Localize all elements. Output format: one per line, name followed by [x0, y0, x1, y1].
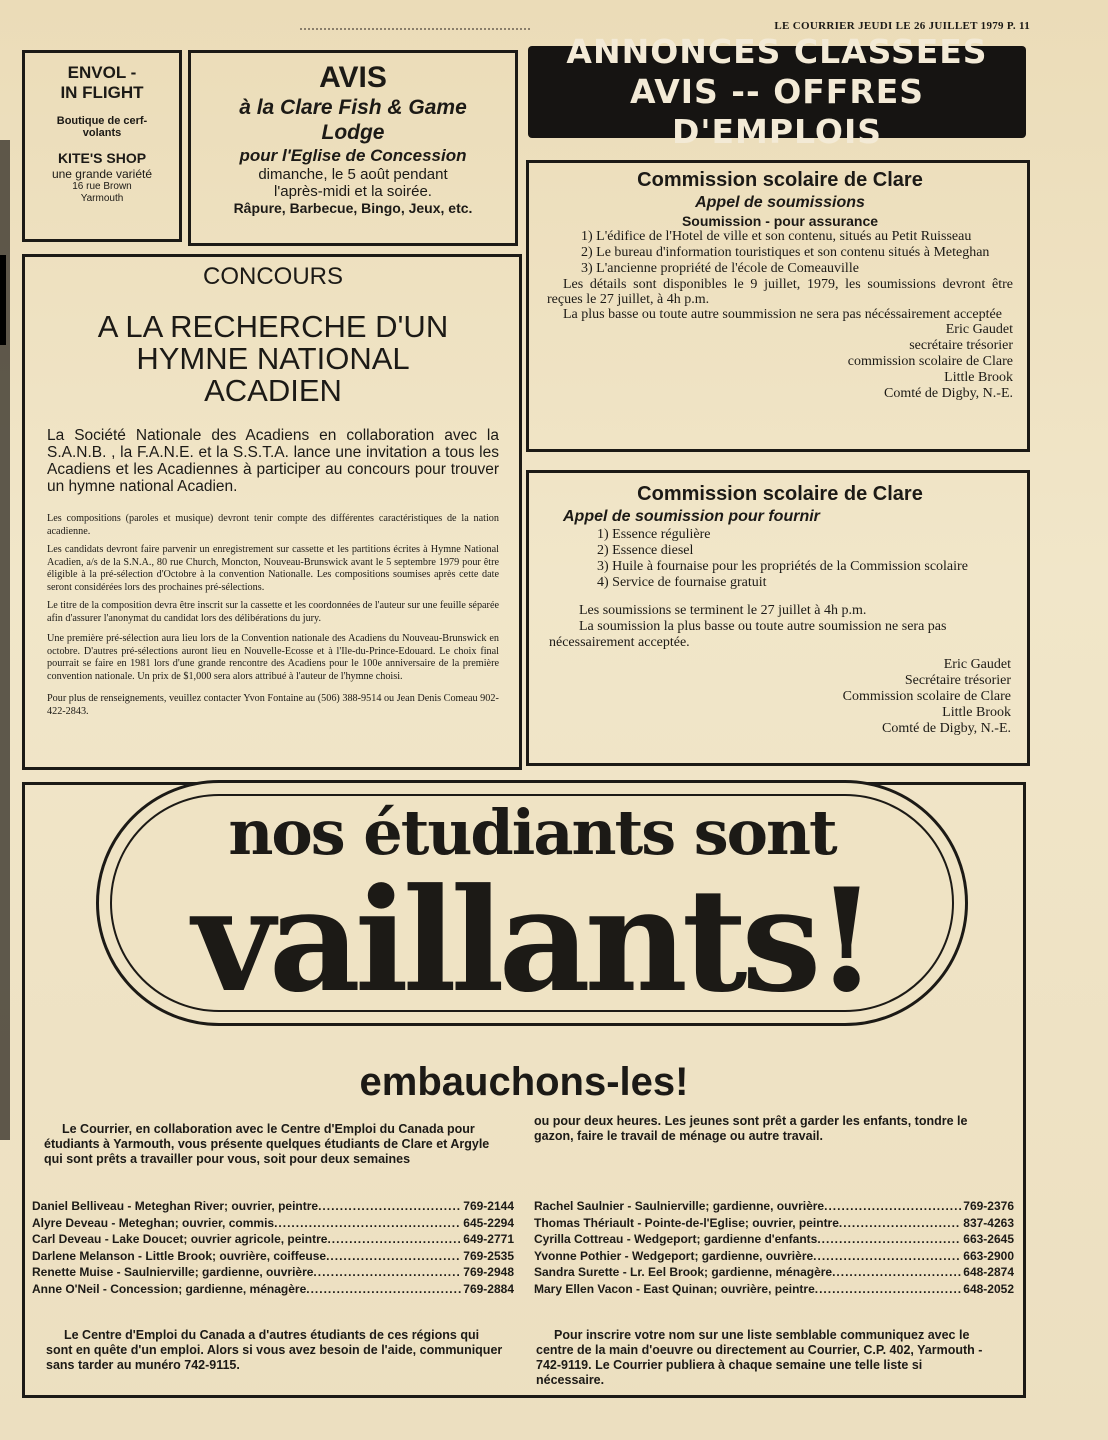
envol-line1: Boutique de cerf-: [56, 115, 148, 127]
envol-variety: une grande variété: [51, 167, 153, 181]
list-item: Carl Deveau - Lake Doucet; ouvrier agricole, peintre ..... 649-2771: [32, 1231, 514, 1248]
top-dotted-rule: [300, 28, 530, 30]
commission1-item-1: 1) L'édifice de l'Hotel de ville et son contenu, situés au Petit Ruisseau: [581, 229, 972, 244]
commission2-item-4: 4) Service de fournaise gratuit: [597, 575, 767, 590]
commission1-sig-county: Comté de Digby, N.-E.: [884, 386, 1013, 401]
concours-heading: CONCOURS: [202, 263, 343, 290]
avis-line5: l'après-midi et la soirée.: [274, 183, 432, 200]
list-item: Darlene Melanson - Little Brook; ouvrière, coiffeuse ..... 769-2535: [32, 1248, 514, 1265]
slogan-line1: nos étudiants sont: [228, 796, 836, 869]
commission2-item-2: 2) Essence diesel: [597, 543, 694, 558]
concours-title-line1: A LA RECHERCHE D'UN: [97, 309, 449, 344]
commission2-item-3: 3) Huile à fournaise pour les propriétés de la Commission scolaire: [597, 559, 968, 574]
avis-line3: pour l'Eglise de Concession: [239, 146, 467, 165]
avis-title: AVIS: [319, 61, 387, 94]
concours-para3: Le titre de la composition devra être inscrit sur la cassette et les coordonnées de l'auteur sur une feuille séparée afin d'assurer l'anonymat du candidat lors des délibérations du jury.: [47, 600, 499, 624]
classified-banner: [528, 32, 1026, 151]
slogan-line2: vaillants!: [192, 858, 872, 1024]
concours-para2: Les candidats devront faire parvenir un enregistrement sur cassette et les partitions écrites à Hymne National Acadien, a/s de la S.N.A., 80 rue Church, Moncton, Nouveau-Brunswick avant le 5 septembre 1979 pour être éligible à la pré-sélection d'Octobre à la convention Nationalle. Les compositions soumises après cette date seront considérées lors des prochaines pré-sélections.: [47, 544, 499, 593]
concours-para1: Les compositions (paroles et musique) devront tenir compte des différentes caractéristiques de la nation acadienne.: [47, 513, 499, 537]
commission2-subtitle: Appel de soumission pour fournir: [563, 508, 820, 525]
commission-fournir-ad: [526, 470, 1030, 766]
commission2-title: Commission scolaire de Clare: [637, 483, 923, 505]
commission2-sig-org: Commission scolaire de Clare: [842, 689, 1011, 704]
commission1-item-3: 3) L'ancienne propriété de l'école de Comeauville: [581, 261, 859, 276]
commission1-sig-role: secrétaire trésorier: [909, 338, 1013, 353]
commission2-sig-place: Little Brook: [942, 705, 1011, 720]
commission2-notice: La soumission la plus basse ou toute autre soumission ne sera pas nécessairement acceptée.: [549, 619, 947, 650]
commission1-details: Les détails sont disponibles le 9 juillet, 1979, les soumissions devront être reçues le 27 juillet, à 4h p.m.: [547, 277, 1013, 307]
list-item: Sandra Surette - Lr. Eel Brook; gardienne, ménagère ..... 648-2874: [534, 1264, 1014, 1281]
envol-title: ENVOL -: [67, 63, 137, 82]
banner-line1: ANNONCES CLASSEES: [566, 32, 988, 71]
commission1-subtitle2: Soumission - pour assurance: [681, 213, 879, 229]
ad-intro-left: Le Courrier, en collaboration avec le Centre d'Emploi du Canada pour étudiants à Yarmouth, vous présente quelques étudiants de Clare et Argyle qui sont prêts a travailler pour vous, soit pour deux semaines: [44, 1122, 490, 1166]
commission2-sig-name: Eric Gaudet: [943, 657, 1011, 672]
commission2-item-1: 1) Essence régulière: [597, 527, 711, 542]
concours-title-line2: HYMNE NATIONAL: [136, 341, 410, 376]
concours-para5: Pour plus de renseignements, veuillez contacter Yvon Fontaine au (506) 388-9514 ou Jean Denis Comeau 902-422-2843.: [47, 693, 499, 717]
students-list-right: [534, 1198, 1014, 1298]
commission1-sig-place: Little Brook: [944, 370, 1013, 385]
list-item: Mary Ellen Vacon - East Quinan; ouvrière, peintre ..... 648-2052: [534, 1281, 1014, 1298]
commission-assurance-ad: [526, 160, 1030, 452]
commission2-sig-county: Comté de Digby, N.-E.: [882, 721, 1011, 736]
avis-line2: Lodge: [321, 121, 385, 144]
page-gutter-mark: [0, 255, 6, 345]
envol-line2: volants: [82, 127, 122, 139]
envol-shop-name: KITE'S SHOP: [57, 150, 147, 166]
commission2-deadline: Les soumissions se terminent le 27 juillet à 4h p.m.: [579, 603, 867, 618]
concours-hymne-ad: [22, 254, 522, 770]
avis-line4: dimanche, le 5 août pendant: [258, 166, 448, 183]
list-item: Yvonne Pothier - Wedgeport; gardienne, ouvrière ..... 663-2900: [534, 1248, 1014, 1265]
list-item: Daniel Belliveau - Meteghan River; ouvrier, peintre ..... 769-2144: [32, 1198, 514, 1215]
commission1-sig-org: commission scolaire de Clare: [847, 354, 1013, 369]
envol-address1: 16 rue Brown: [72, 181, 132, 192]
avis-line6: Râpure, Barbecue, Bingo, Jeux, etc.: [233, 200, 473, 216]
commission1-sig-name: Eric Gaudet: [945, 322, 1013, 337]
avis-line1: à la Clare Fish & Game: [239, 96, 467, 119]
ad-intro-right: ou pour deux heures. Les jeunes sont prêt a garder les enfants, tondre le gazon, faire le travail de ménage ou autre travail.: [534, 1114, 968, 1143]
list-item: Cyrilla Cottreau - Wedgeport; gardienne d'enfants ..... 663-2645: [534, 1231, 1014, 1248]
list-item: Renette Muise - Saulnierville; gardienne, ouvrière ..... 769-2948: [32, 1264, 514, 1281]
envol-kite-shop-ad: [22, 50, 182, 242]
concours-intro: La Société Nationale des Acadiens en collaboration avec la S.A.N.B. , la F.A.N.E. et la S.S.T.A. lance une invitation a tous les Acadiens et les Acadiennes à participer au concours pour trouver un hymne national Acadien.: [47, 427, 499, 495]
concours-para4: Une première pré-sélection aura lieu lors de la Convention nationale des Acadiens du Nouveau-Brunswick en octobre. D'autres pré-sélections auront lieu en Nouvelle-Ecosse et à l'Ile-du-Prince-Edouard. Le choix final pourrait se faire en 1981 lors d'une grande rencontre des Acadiens pour le 100e anniversaire de la première convention nationale. Un prix de $1,000 sera alors attribué à l'auteur de l'hymne choisi.: [47, 633, 499, 682]
commission2-sig-role: Secrétaire trésorier: [904, 673, 1011, 688]
avis-fish-game-ad: [188, 50, 518, 246]
slogan-line3: embauchons-les!: [359, 1060, 689, 1104]
commission1-title: Commission scolaire de Clare: [637, 169, 923, 191]
commission1-item-2: 2) Le bureau d'information touristiques et son contenu situés à Meteghan: [581, 245, 990, 260]
masthead-dateline: LE COURRIER JEUDI LE 26 JUILLET 1979 P. 11: [774, 20, 1030, 32]
list-item: Thomas Thériault - Pointe-de-l'Eglise; ouvrier, peintre ..... 837-4263: [534, 1215, 1014, 1232]
commission1-notice: La plus basse ou toute autre soummission ne sera pas nécéssairement acceptée: [563, 307, 1002, 322]
list-item: Anne O'Neil - Concession; gardienne, ménagère ..... 769-2884: [32, 1281, 514, 1298]
envol-subtitle: IN FLIGHT: [60, 83, 144, 102]
ad-footer-left: Le Centre d'Emploi du Canada a d'autres étudiants de ces régions qui sont en quête d'un emploi. Alors si vous avez besoin de l'aide, communiquer sans tarder au munéro 742-9115.: [46, 1328, 503, 1372]
concours-title-line3: ACADIEN: [204, 373, 342, 408]
envol-address2: Yarmouth: [80, 193, 124, 204]
banner-line2: AVIS -- OFFRES D'EMPLOIS: [629, 72, 925, 151]
list-item: Rachel Saulnier - Saulnierville; gardienne, ouvrière ..... 769-2376: [534, 1198, 1014, 1215]
students-list-left: [32, 1198, 514, 1298]
commission1-subtitle: Appel de soumissions: [695, 194, 865, 211]
ad-footer-right: Pour inscrire votre nom sur une liste semblable communiquez avec le centre de la main d'oeuvre ou directement au Courrier, C.P. 402, Yarmouth - 742-9119. Le Courrier publiera à chaque semaine une telle liste si nécessaire.: [536, 1328, 983, 1387]
list-item: Alyre Deveau - Meteghan; ouvrier, commis ..... 645-2294: [32, 1215, 514, 1232]
